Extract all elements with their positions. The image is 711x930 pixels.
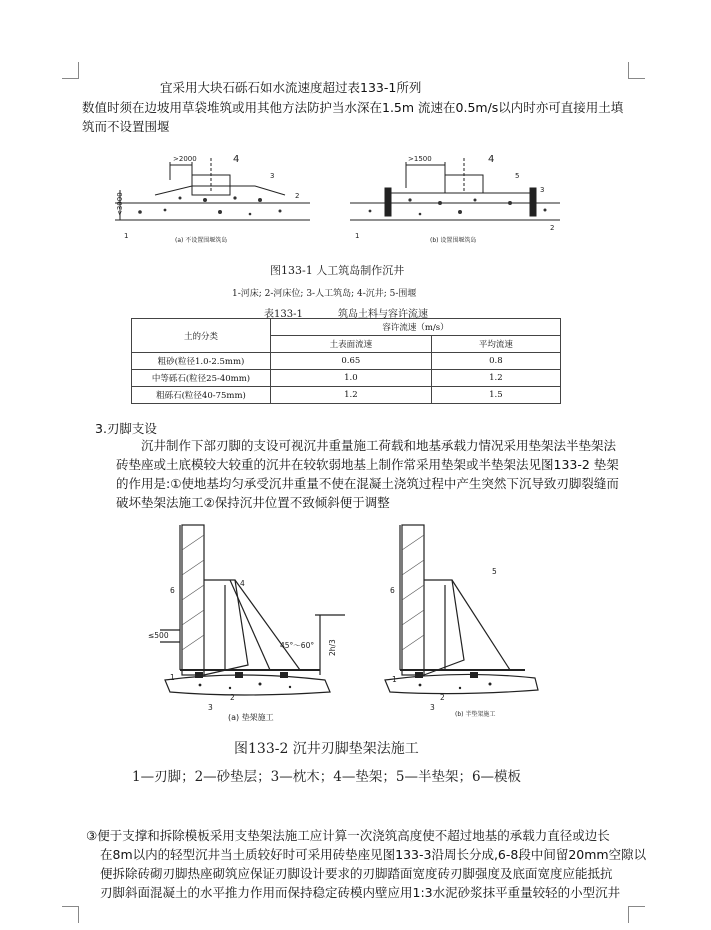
svg-text:5: 5 — [492, 567, 497, 576]
section3-line4: 破坏垫架法施工②保持沉井位置不致倾斜便于调整 — [116, 495, 390, 510]
table-row: 粗砂(粒径1.0-2.5mm) 0.65 0.8 — [132, 353, 561, 370]
svg-text:6: 6 — [170, 586, 175, 595]
cofferdam-left — [385, 188, 391, 216]
svg-text:6: 6 — [390, 586, 395, 595]
figure-133-2-drawing — [140, 520, 560, 725]
label-5b: 5 — [515, 172, 520, 180]
dim-500: ≤500 — [148, 631, 169, 640]
dim-2h3: 2h/3 — [328, 639, 337, 656]
para4-line1: ③便于支撑和拆除模板采用支垫架法施工应计算一次浇筑高度使不超过地基的承载力直径或边长 — [86, 828, 610, 843]
section3-line3: 的作用是:①使地基均匀承受沉井重量不使在混凝土浇筑过程中产生突然下沉导致刃脚裂缝而 — [116, 476, 619, 491]
table-row: 中等砾石(粒径25-40mm) 1.0 1.2 — [132, 370, 561, 387]
svg-text:3: 3 — [430, 703, 435, 712]
dim-left: >2000 — [173, 155, 197, 163]
section3-line1: 沉井制作下部刃脚的支设可视沉井重量施工荷载和地基承载力情况采用垫架法半垫架法 — [141, 438, 617, 453]
header-avg: 平均流速 — [431, 336, 560, 353]
crop-mark-top-right — [628, 62, 645, 79]
label-1b: 1 — [355, 232, 360, 240]
table-row: 粗砾石(粒径40-75mm) 1.2 1.5 — [132, 387, 561, 404]
label-2a: 2 — [295, 192, 300, 200]
table-number: 表133-1 — [264, 309, 303, 320]
figure-133-1-caption: 图133-1 人工筑岛制作沉井 — [270, 264, 405, 277]
svg-text:1: 1 — [392, 675, 397, 684]
label-1a: 1 — [124, 232, 129, 240]
section3-heading: 3.刃脚支设 — [95, 421, 157, 436]
svg-text:2: 2 — [440, 693, 445, 702]
section3-line2: 砖垫座或土底模较大较重的沉井在较软弱地基上制作常采用垫架或半垫架法见图133-2 垫架 — [116, 457, 619, 472]
cofferdam-right — [530, 188, 536, 216]
fig1-sub-b: (b) 设置围堰筑岛 — [430, 237, 477, 244]
label-2b: 2 — [550, 224, 555, 232]
para1-line1: 宜采用大块石砾石如水流速度超过表133-1所列 — [160, 80, 422, 95]
para4-line4: 刃脚斜面混凝土的水平推力作用而保持稳定砖模内壁应用1:3水泥砂浆抹平重量较轻的小型沉井 — [100, 885, 621, 900]
para1-line3: 筑而不设置围堰 — [82, 119, 170, 134]
figure-133-1-legend: 1-河床; 2-河床位; 3-人工筑岛; 4-沉井; 5-围堰 — [232, 289, 417, 299]
figure-133-2-legend: 1—刃脚；2—砂垫层；3—枕木；4—垫架；5—半垫架；6—模板 — [132, 769, 522, 785]
header-surface: 土表面流速 — [271, 336, 432, 353]
crop-mark-bottom-right — [628, 906, 645, 923]
para4-line3: 便拆除砖砌刃脚热座砌筑应保证刃脚设计要求的刃脚踏面宽度砖刃脚强度及底面宽度应能抵抗 — [100, 866, 613, 881]
header-soil: 土的分类 — [132, 319, 271, 353]
flow-speed-table — [131, 318, 561, 404]
para1-line2: 数值时须在边坡用草袋堆筑或用其他方法防护当水深在1.5m 流速在0.5m/s以内时亦可直接用土填 — [82, 100, 624, 115]
header-speed: 容许流速（m/s） — [271, 319, 561, 336]
svg-text:3: 3 — [208, 703, 213, 712]
para4-line2: 在8m以内的轻型沉井当土质较好时可采用砖垫座见图133-3沿周长分成,6-8段中间留20mm空隙以 — [100, 847, 647, 862]
fig2-sub-a: (a) 垫架施工 — [228, 713, 274, 722]
svg-text:1: 1 — [170, 673, 175, 682]
fig1-sub-a: (a) 不设置围堰筑岛 — [175, 237, 228, 244]
label-3b: 3 — [540, 186, 545, 194]
figure-133-2-caption: 图133-2 沉井刃脚垫架法施工 — [234, 741, 419, 757]
figure-133-1-drawing — [110, 148, 570, 248]
table-title: 筑岛土料与容许流速 — [338, 309, 428, 320]
depth-label: <3000 — [116, 192, 124, 216]
sand-cushion-a — [165, 675, 330, 695]
fig2-sub-b: (b) 半垫架施工 — [455, 711, 496, 718]
sand-cushion-b — [385, 674, 538, 693]
label-4a: 4 — [233, 154, 240, 165]
crop-mark-bottom-left — [62, 906, 79, 923]
dim-right: >1500 — [408, 155, 432, 163]
svg-text:2: 2 — [230, 693, 235, 702]
label-4b: 4 — [488, 154, 495, 165]
angle-label: 45°～60° — [280, 641, 315, 650]
crop-mark-top-left — [62, 62, 79, 79]
svg-text:4: 4 — [240, 579, 245, 588]
label-3a: 3 — [270, 172, 275, 180]
